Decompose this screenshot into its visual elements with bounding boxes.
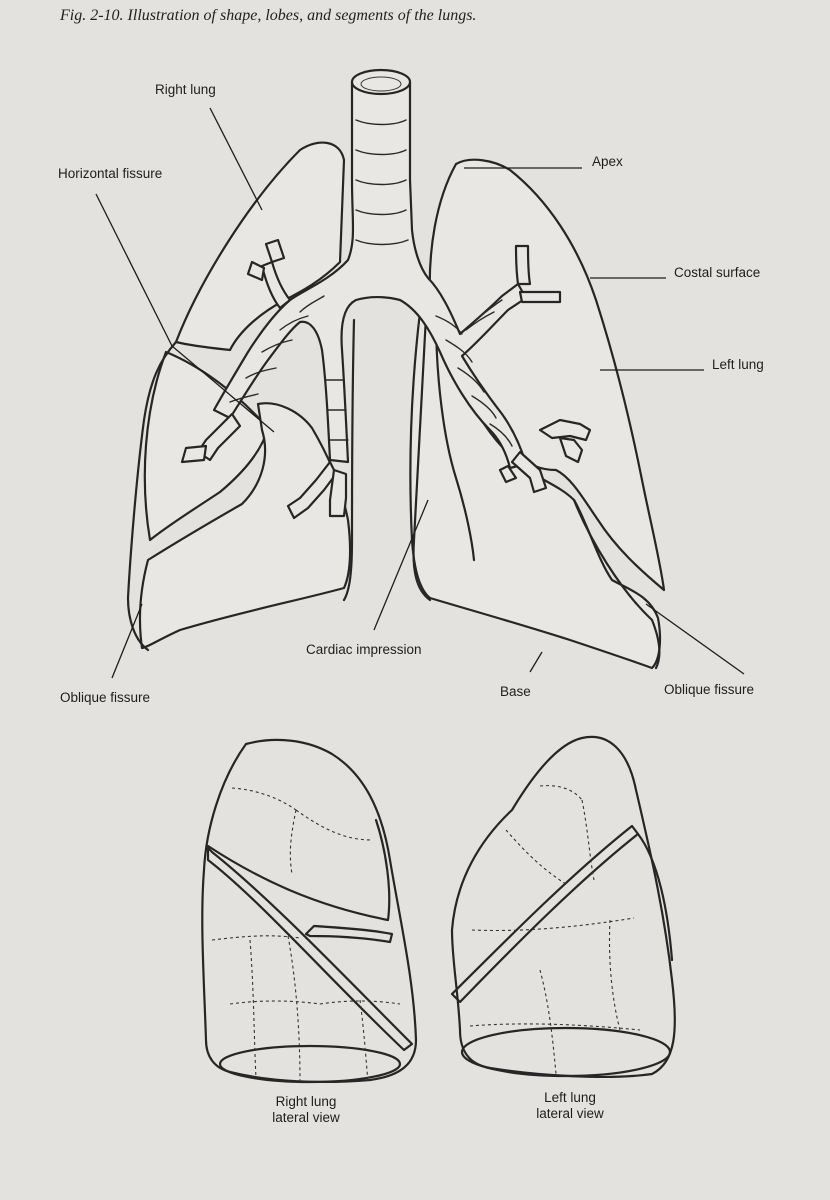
label-apex: Apex	[592, 154, 623, 169]
right-lateral-base	[220, 1046, 400, 1082]
label-left-lateral-line2: lateral view	[536, 1106, 604, 1121]
label-right-lateral-line1: Right lung	[275, 1094, 337, 1109]
trachea-opening	[352, 70, 410, 94]
label-right-lung: Right lung	[155, 82, 216, 97]
label-left-lung: Left lung	[712, 357, 764, 372]
left-lateral-base	[462, 1028, 670, 1076]
label-oblique-fissure-left: Oblique fissure	[664, 682, 755, 697]
label-base: Base	[500, 684, 531, 699]
left-lung-frontal	[410, 160, 664, 668]
label-left-lateral-line1: Left lung	[544, 1090, 596, 1105]
label-oblique-fissure-right: Oblique fissure	[60, 690, 151, 705]
left-lateral-oblique-fissure	[452, 826, 638, 1002]
label-right-lateral-line2: lateral view	[272, 1110, 340, 1125]
label-left-lateral-view	[510, 1090, 630, 1122]
right-lateral-horizontal-fissure	[306, 926, 392, 942]
label-cardiac-impression: Cardiac impression	[306, 642, 422, 657]
figure-caption: Fig. 2-10. Illustration of shape, lobes, and segments of the lungs.	[60, 7, 477, 24]
label-right-lateral-view	[246, 1094, 366, 1126]
left-lung-lateral	[452, 737, 675, 1077]
label-costal-surface: Costal surface	[674, 265, 761, 280]
left-lateral-outline	[452, 737, 675, 1077]
right-lateral-oblique-fissure	[208, 848, 412, 1050]
right-lung-lateral	[202, 740, 416, 1082]
label-horizontal-fissure: Horizontal fissure	[58, 166, 163, 181]
